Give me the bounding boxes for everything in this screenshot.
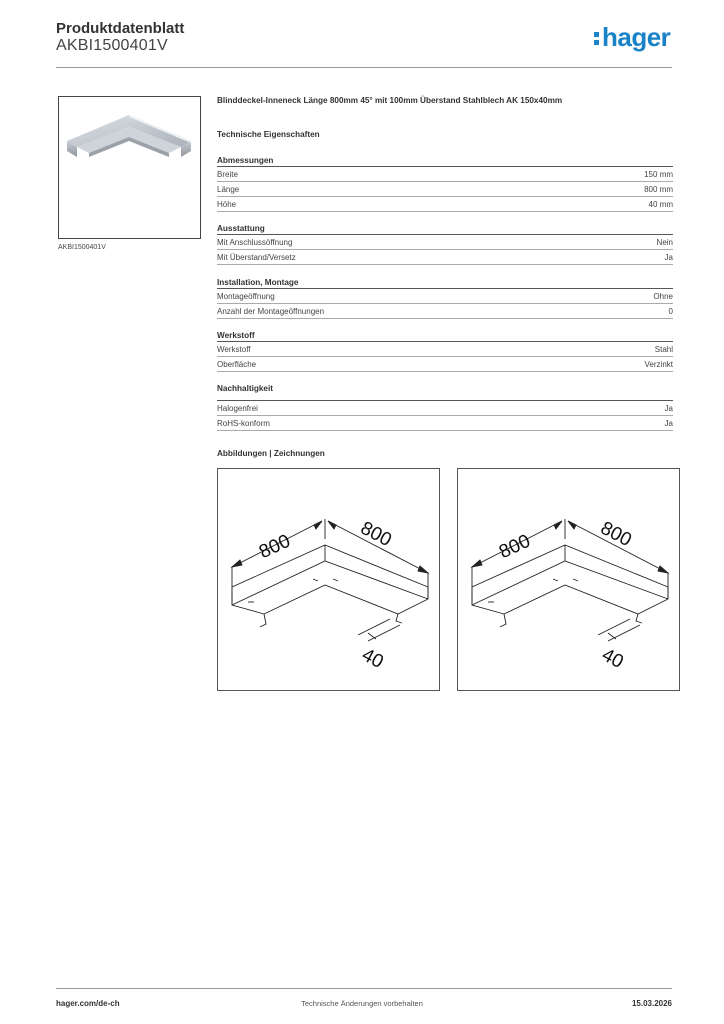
drawings-heading: Abbildungen | Zeichnungen [217, 449, 325, 458]
technical-drawing [217, 468, 440, 691]
section-equipment [217, 224, 673, 265]
row-label: Anzahl der Montageöffnungen [217, 307, 325, 316]
row-label: Mit Anschlussöffnung [217, 238, 293, 247]
section-material [217, 331, 673, 372]
row-label: Montageöffnung [217, 292, 275, 301]
row-value: Verzinkt [644, 360, 673, 369]
dimension-label-height: 40 [598, 644, 627, 674]
article-number: AKBI1500401V [56, 37, 168, 54]
table-row [217, 167, 673, 182]
table-row [217, 416, 673, 431]
dimension-label-height: 40 [358, 644, 387, 674]
logo-dot-icon [594, 32, 599, 37]
row-label: Mit Überstand/Versetz [217, 253, 296, 262]
row-label: Werkstoff [217, 345, 251, 354]
row-label: RoHS-konform [217, 419, 270, 428]
drawing-corner-icon [458, 469, 679, 690]
header-divider [56, 67, 672, 68]
section-title: Abmessungen [217, 156, 673, 167]
page-title: Produktdatenblatt [56, 20, 185, 37]
dimension-label-left: 800 [496, 530, 534, 564]
row-label: Höhe [217, 200, 237, 209]
dimension-label-right: 800 [596, 517, 635, 552]
footer-divider [56, 988, 672, 989]
row-value: 150 mm [644, 170, 673, 179]
section-title: Werkstoff [217, 331, 673, 342]
logo-text: hager [602, 22, 671, 52]
hager-logo [592, 22, 676, 58]
row-value: Ja [664, 404, 673, 413]
section-title: Ausstattung [217, 224, 673, 235]
section-dimensions [217, 156, 673, 212]
table-row [217, 250, 673, 265]
technical-heading: Technische Eigenschaften [217, 130, 320, 139]
row-value: 0 [668, 307, 673, 316]
row-label: Breite [217, 170, 238, 179]
footer-date: 15.03.2026 [631, 999, 672, 1008]
row-label: Halogenfrei [217, 404, 258, 413]
row-label: Länge [217, 185, 240, 194]
table-row [217, 197, 673, 212]
row-value: Ohne [653, 292, 673, 301]
table-row [217, 182, 673, 197]
row-value: Ja [664, 253, 673, 262]
footer-notice: Technische Änderungen vorbehalten [301, 999, 423, 1008]
product-image-caption: AKBI1500401V [58, 244, 106, 251]
row-label: Oberfläche [217, 360, 257, 369]
logo-dot-icon [594, 40, 599, 45]
dimension-label-right: 800 [356, 517, 395, 552]
table-row [217, 401, 673, 416]
row-value: 800 mm [644, 185, 673, 194]
section-title: Nachhaltigkeit [217, 384, 673, 401]
product-description: Blinddeckel-Inneneck Länge 800mm 45° mit 100mm Überstand Stahlblech AK 150x40mm [217, 96, 563, 105]
row-value: Nein [656, 238, 673, 247]
row-value: Stahl [654, 345, 673, 354]
product-image [58, 96, 201, 239]
row-value: 40 mm [648, 200, 673, 209]
table-row [217, 289, 673, 304]
section-title: Installation, Montage [217, 278, 673, 289]
table-row [217, 235, 673, 250]
dimension-label-left: 800 [256, 530, 294, 564]
section-sustainability [217, 384, 673, 431]
section-installation [217, 278, 673, 319]
technical-drawing [457, 468, 680, 691]
table-row [217, 342, 673, 357]
footer-website-link[interactable]: hager.com/de-ch [56, 999, 120, 1008]
table-row [217, 304, 673, 319]
product-photo-icon [59, 97, 200, 238]
table-row [217, 357, 673, 372]
row-value: Ja [664, 419, 673, 428]
drawing-corner-icon [218, 469, 439, 690]
